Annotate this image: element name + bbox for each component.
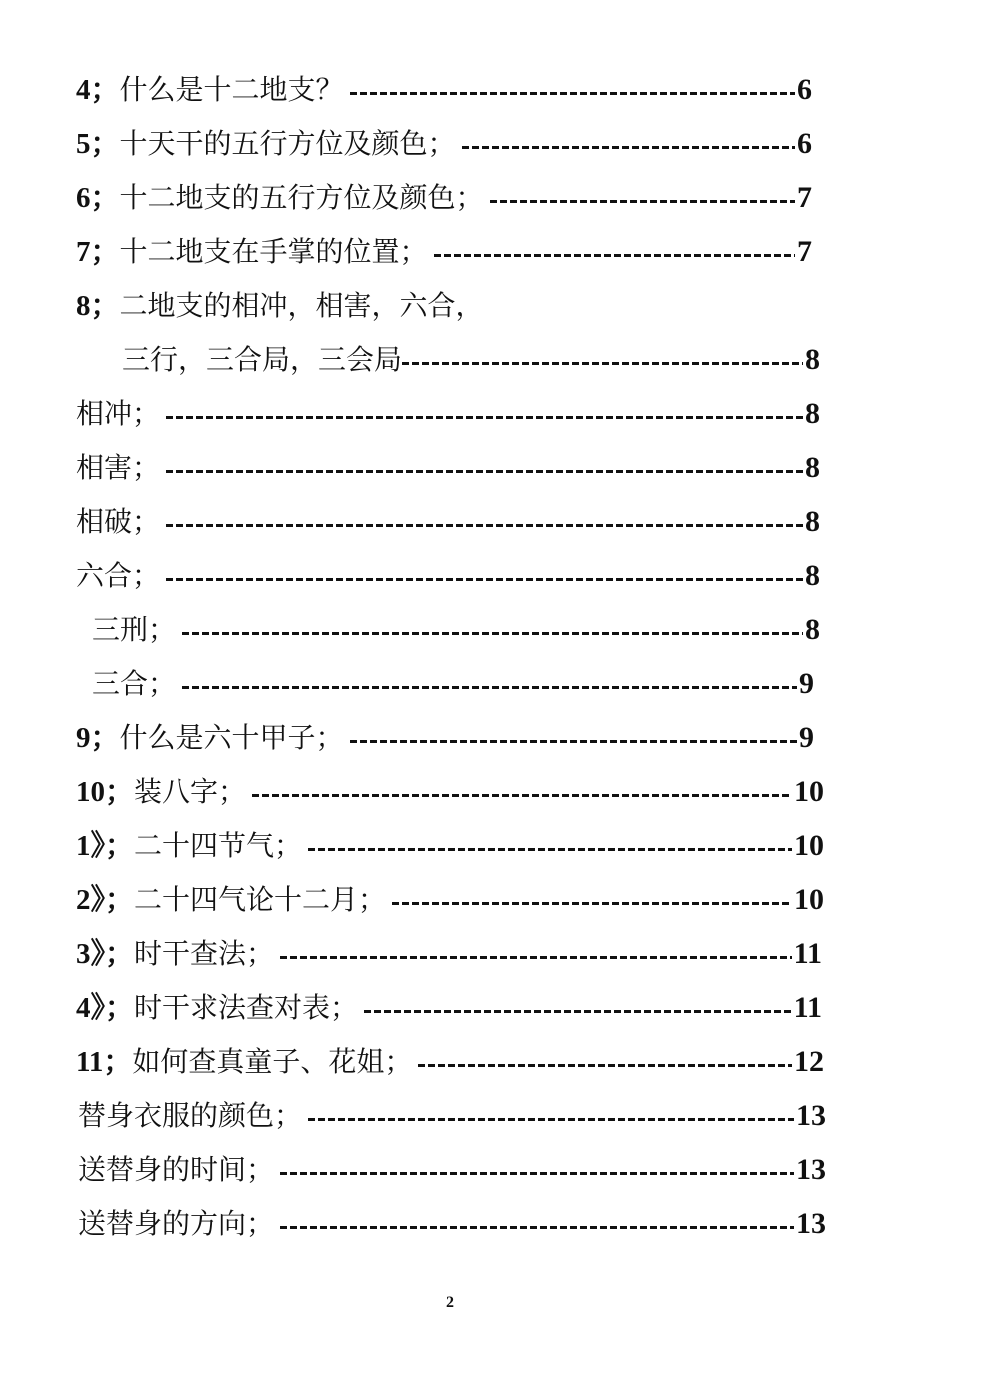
- toc-entry[interactable]: [78, 1148, 826, 1188]
- toc-entry[interactable]: [76, 122, 812, 162]
- toc-entry-continuation[interactable]: [122, 338, 820, 378]
- toc-entry[interactable]: [76, 284, 812, 324]
- toc-entry[interactable]: [76, 68, 812, 108]
- dot-leader: [166, 416, 803, 419]
- toc-entry[interactable]: [78, 1094, 826, 1134]
- dot-leader: [166, 470, 803, 473]
- toc-entry-page: 8: [805, 505, 820, 538]
- toc-entry-title: 三刑；: [92, 613, 177, 646]
- toc-entry-title: 时干查法；: [134, 937, 275, 970]
- dot-leader: [462, 146, 795, 149]
- dot-leader: [418, 1064, 792, 1067]
- toc-entry-page: 9: [799, 667, 814, 700]
- toc-entry-title: 二十四气论十二月；: [134, 883, 387, 916]
- toc-entry[interactable]: [76, 554, 820, 594]
- toc-entry-title: 三行，三合局，三会局: [122, 343, 403, 376]
- toc-entry-title: 六合；: [76, 559, 161, 592]
- toc-entry-page: 7: [797, 181, 812, 214]
- dot-leader: [364, 1010, 792, 1013]
- dot-leader: [434, 254, 795, 257]
- toc-entry-number: 8；: [76, 290, 120, 322]
- toc-entry-page: 8: [805, 613, 820, 646]
- toc-entry-number: 1》；: [76, 830, 135, 862]
- toc-entry-title: 送替身的方向；: [78, 1207, 275, 1240]
- toc-entry-page: 13: [796, 1207, 826, 1240]
- toc-entry-title: 装八字；: [134, 775, 247, 808]
- toc-entry[interactable]: [76, 716, 814, 756]
- dot-leader: [490, 200, 795, 203]
- toc-entry-number: 3》；: [76, 938, 135, 970]
- toc-entry-page: 6: [797, 127, 812, 160]
- toc-entry-title: 三合；: [92, 667, 177, 700]
- toc-entry-page: 11: [793, 991, 822, 1024]
- toc-entry-title: 十天干的五行方位及颜色；: [119, 127, 456, 160]
- toc-entry-title: 时干求法查对表；: [134, 991, 359, 1024]
- toc-entry[interactable]: [92, 608, 820, 648]
- toc-entry-page: 8: [805, 451, 820, 484]
- toc-entry[interactable]: [76, 824, 824, 864]
- dot-leader: [252, 794, 792, 797]
- toc-entry-page: 11: [793, 937, 822, 970]
- toc-entry-page: 6: [797, 73, 812, 106]
- toc-entry[interactable]: [76, 986, 822, 1026]
- dot-leader: [392, 902, 792, 905]
- dot-leader: [280, 1172, 794, 1175]
- toc-entry-page: 8: [805, 397, 820, 430]
- toc-entry-title: 如何查真童子、花姐；: [132, 1045, 413, 1078]
- toc-entry-title: 十二地支在手掌的位置；: [119, 235, 428, 268]
- toc-entry-number: 11；: [76, 1046, 133, 1078]
- toc-entry-page: 9: [799, 721, 814, 754]
- toc-entry-title: 二地支的相冲，相害，六合，: [119, 289, 484, 322]
- dot-leader: [182, 632, 803, 635]
- dot-leader: [280, 1226, 794, 1229]
- toc-entry-title: 替身衣服的颜色；: [78, 1099, 303, 1132]
- toc-entry-page: 8: [805, 343, 820, 376]
- dot-leader: [402, 362, 803, 365]
- toc-entry-title: 送替身的时间；: [78, 1153, 275, 1186]
- dot-leader: [350, 92, 795, 95]
- toc-entry[interactable]: [76, 770, 824, 810]
- toc-entry[interactable]: [76, 392, 820, 432]
- toc-entry[interactable]: [76, 230, 812, 270]
- toc-entry-number: 4；: [76, 74, 120, 106]
- toc-entry-page: 10: [794, 775, 824, 808]
- toc-entry-title: 什么是十二地支？: [119, 73, 344, 106]
- dot-leader: [280, 956, 792, 959]
- dot-leader: [166, 524, 803, 527]
- toc-entry-page: 13: [796, 1099, 826, 1132]
- toc-entry-title: 相害；: [76, 451, 161, 484]
- dot-leader: [308, 848, 792, 851]
- toc-entry[interactable]: [76, 1040, 824, 1080]
- toc-entry-number: 5；: [76, 128, 120, 160]
- toc-entry-number: 7；: [76, 236, 120, 268]
- toc-entry-page: 13: [796, 1153, 826, 1186]
- toc-entry-page: 8: [805, 559, 820, 592]
- toc-entry[interactable]: [76, 500, 820, 540]
- toc-entry-number: 10；: [76, 776, 135, 808]
- toc-entry-number: 6；: [76, 182, 120, 214]
- dot-leader: [166, 578, 803, 581]
- toc-entry[interactable]: [76, 446, 820, 486]
- toc-entry-title: 什么是六十甲子；: [119, 721, 344, 754]
- dot-leader: [350, 740, 797, 743]
- toc-entry-title: 二十四节气；: [134, 829, 303, 862]
- toc-entry[interactable]: [92, 662, 814, 702]
- toc-entry-title: 十二地支的五行方位及颜色；: [119, 181, 484, 214]
- dot-leader: [308, 1118, 794, 1121]
- toc-entry-title: 相冲；: [76, 397, 161, 430]
- toc-entry-number: 4》；: [76, 992, 135, 1024]
- page-number: 2: [446, 1294, 454, 1311]
- toc-entry-number: 9；: [76, 722, 120, 754]
- toc-entry[interactable]: [76, 176, 812, 216]
- toc-entry-page: 10: [794, 829, 824, 862]
- toc-entry[interactable]: [78, 1202, 826, 1242]
- toc-entry-title: 相破；: [76, 505, 161, 538]
- toc-entry-page: 10: [794, 883, 824, 916]
- toc-entry-page: 12: [794, 1045, 824, 1078]
- toc-entry-number: 2》；: [76, 884, 135, 916]
- toc-entry[interactable]: [76, 878, 824, 918]
- toc-entry-page: 7: [797, 235, 812, 268]
- dot-leader: [182, 686, 797, 689]
- toc-entry[interactable]: [76, 932, 822, 972]
